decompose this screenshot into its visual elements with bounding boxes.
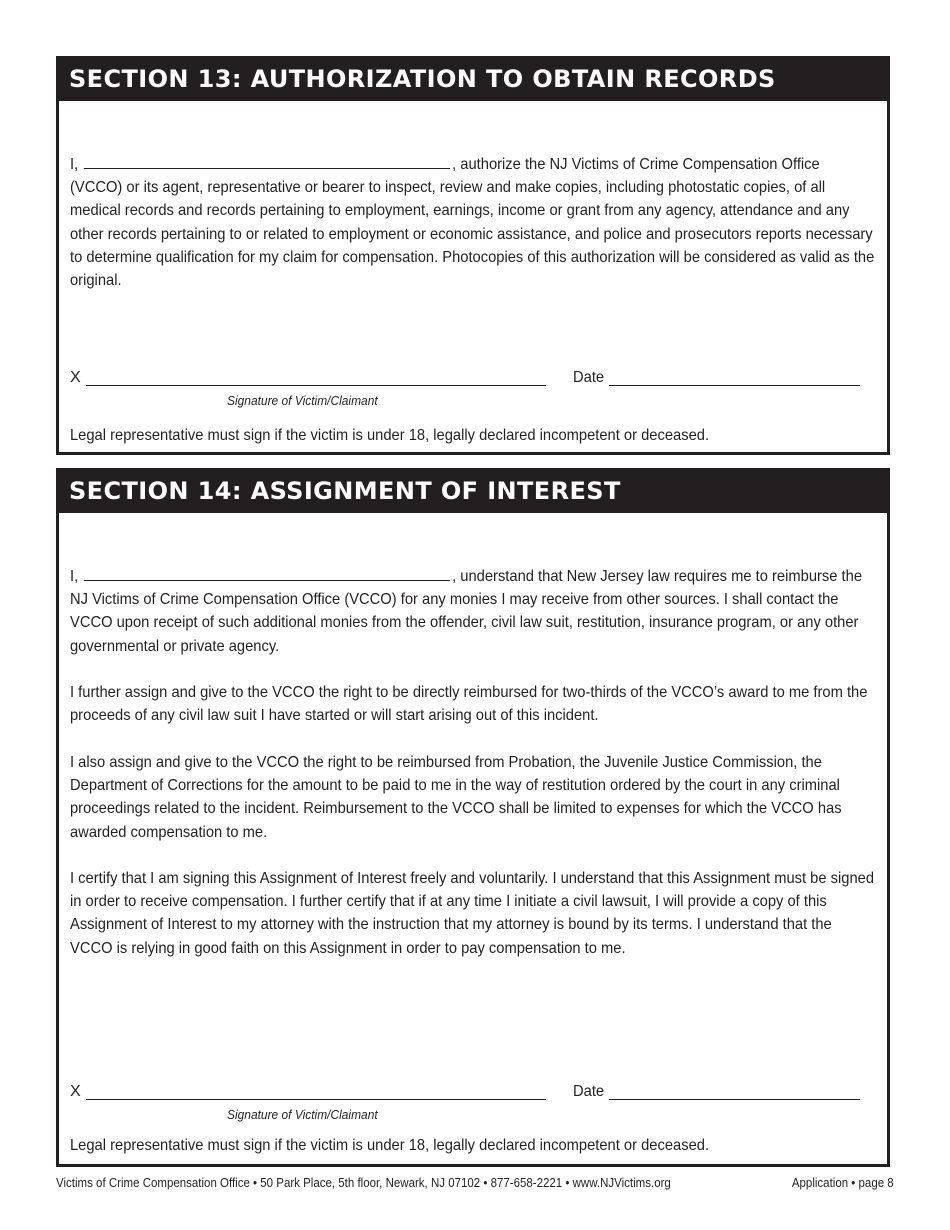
authorization-text: , authorize the NJ Victims of Crime Compensation Office (VCCO) or its agent, representative or bearer to inspect, review and make copies, including photostatic copies, of all medical records and records pertaining to employment, earnings, income or grant from any agency, attendance and any other records pertaining to or related to employment or economic assistance, and police and prosecutors reports necessary to determine qualification for my claim for compensation. Photocopies of this authorization will be considered as valid as the original. [70,156,875,290]
date-field[interactable] [609,1099,860,1100]
assignment-paragraph-3: I also assign and give to the VCCO the right to be reimbursed from Probation, the Juvenile Justice Commission, the Department of Corrections for the amount to be paid to me in the way of restitution ordered by the court in any criminal proceedings related to the incident. Reimbursement to the VCCO shall be limited to expenses for which the VCCO has awarded compensation to me. [70,754,842,841]
claimant-name-field[interactable] [84,154,450,169]
signature-x-mark: X [70,369,81,386]
name-prefix: I, [70,156,79,173]
assignment-paragraph-2: I further assign and give to the VCCO the right to be directly reimbursed for two-thirds of the VCCO’s award to me from the proceeds of any civil law suit I have started or will start arising out of this incident. [70,684,868,725]
signature-caption: Signature of Victim/Claimant [227,1107,378,1122]
date-label: Date [573,369,605,386]
date-label: Date [573,1083,605,1100]
legal-representative-note: Legal representative must sign if the victim is under 18, legally declared incompetent or deceased. [70,1137,710,1154]
signature-field[interactable] [86,385,546,386]
signature-x-mark: X [70,1083,81,1100]
section-13-title: SECTION 13: AUTHORIZATION TO OBTAIN RECORDS [59,59,887,101]
claimant-name-field[interactable] [84,566,450,581]
authorization-paragraph [70,153,875,292]
date-field[interactable] [609,385,860,386]
signature-field[interactable] [86,1099,546,1100]
assignment-text-1: , understand that New Jersey law requires me to reimburse the NJ Victims of Crime Compensation Office (VCCO) for any monies I may receive from other sources. I shall contact the VCCO upon receipt of such additional monies from the offender, civil law suit, restitution, insurance program, or any other governmental or private agency. [70,568,863,655]
section-14 [56,468,890,1167]
footer-page-number: Application • page 8 [792,1176,894,1190]
name-prefix: I, [70,568,79,585]
assignment-paragraph-1 [70,565,875,658]
footer-contact-info: Victims of Crime Compensation Office • 50 Park Place, 5th floor, Newark, NJ 07102 • 877-658-2221 • www.NJVictims.org [56,1176,671,1190]
assignment-paragraph-4: I certify that I am signing this Assignment of Interest freely and voluntarily. I understand that this Assignment must be signed in order to receive compensation. I further certify that if at any time I initiate a civil lawsuit, I will provide a copy of this Assignment of Interest to my attorney with the instruction that my attorney is bound by its terms. I understand that the VCCO is relying in good faith on this Assignment in order to pay compensation to me. [70,870,875,957]
signature-caption: Signature of Victim/Claimant [227,393,378,408]
legal-representative-note: Legal representative must sign if the victim is under 18, legally declared incompetent or deceased. [70,427,710,444]
section-14-title: SECTION 14: ASSIGNMENT OF INTEREST [59,471,887,513]
section-13 [56,56,890,455]
